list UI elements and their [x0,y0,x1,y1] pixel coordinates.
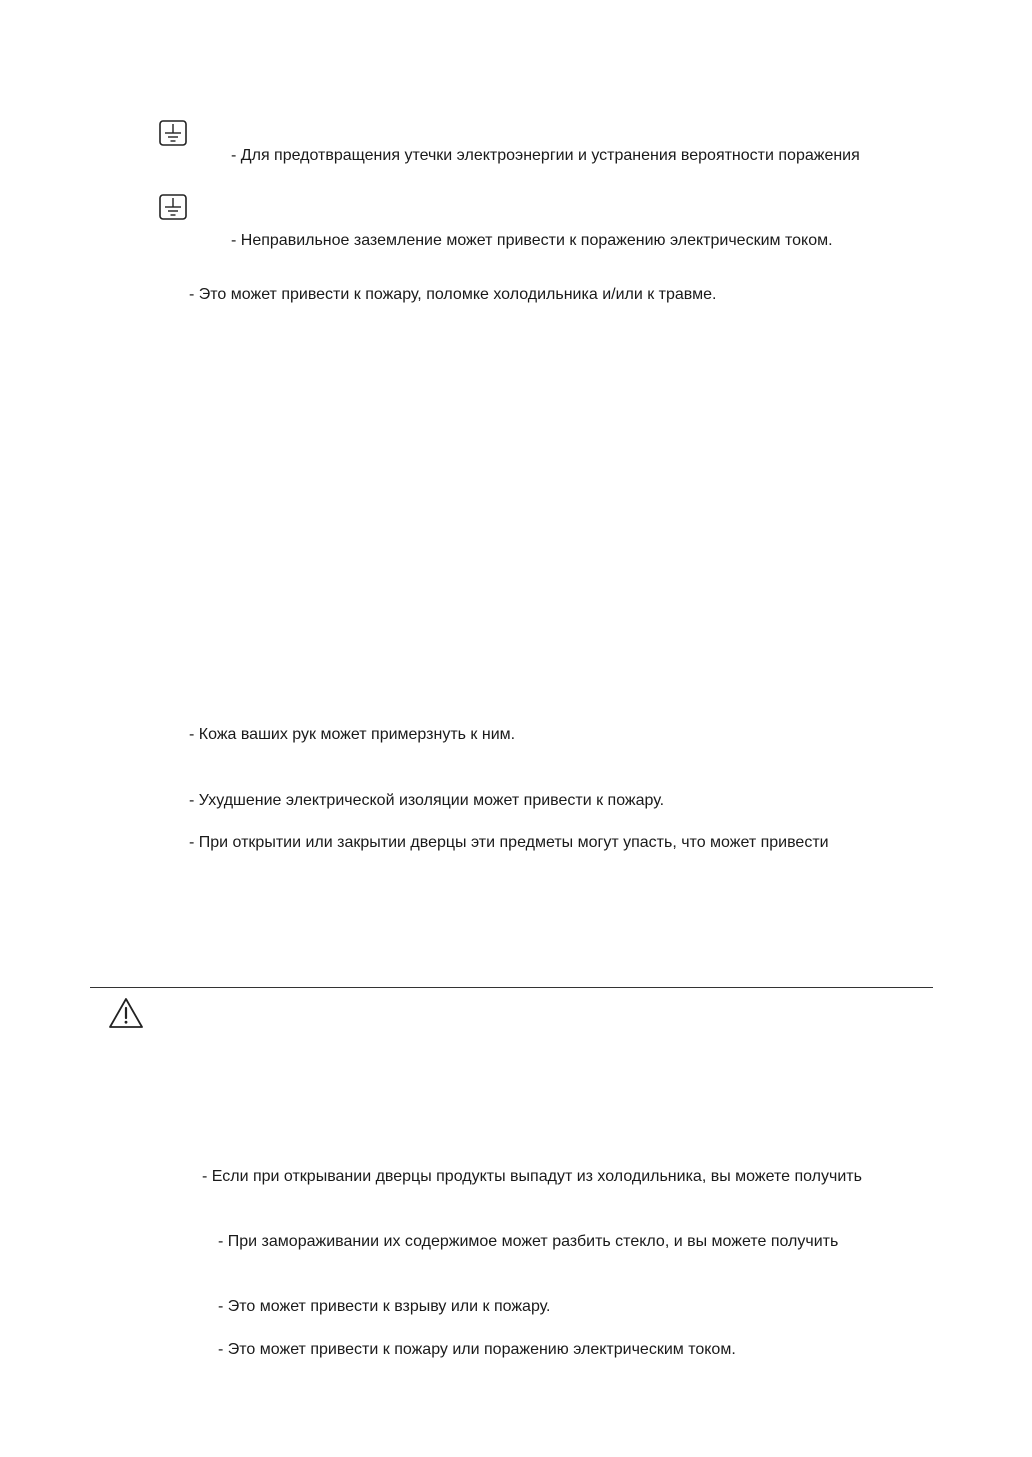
food-falls-out-text: - Если при открывании дверцы продукты выпадут из холодильника, вы можете получить [202,1168,862,1185]
section-divider [90,987,933,988]
leak-prevention-text: - Для предотвращения утечки электроэнергии и устранения вероятности поражения [231,147,860,164]
explosion-fire-text: - Это может привести к взрыву или к пожару. [218,1298,551,1315]
fire-shock-text: - Это может привести к пожару или поражению электрическим током. [218,1341,736,1358]
ground-icon [159,120,187,146]
improper-grounding-text: - Неправильное заземление может привести к поражению электрическим током. [231,232,833,249]
insulation-fire-text: - Ухудшение электрической изоляции может привести к пожару. [189,792,665,809]
fire-breakage-injury-text: - Это может привести к пожару, поломке холодильника и/или к травме. [189,286,717,303]
freezing-glass-text: - При замораживании их содержимое может разбить стекло, и вы можете получить [218,1233,839,1250]
skin-freeze-text: - Кожа ваших рук может примерзнуть к ним. [189,726,516,743]
door-items-fall-text: - При открытии или закрытии дверцы эти предметы могут упасть, что может привести [189,834,829,851]
caution-triangle-icon [108,997,144,1029]
ground-icon [159,194,187,220]
